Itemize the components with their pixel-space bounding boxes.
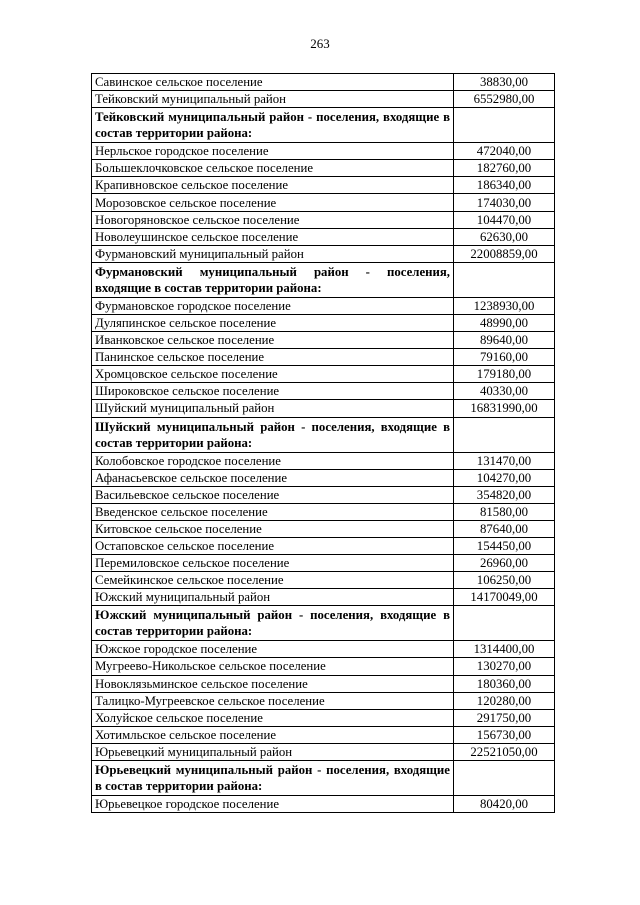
settlement-name-cell: Мугреево-Никольское сельское поселение: [92, 658, 454, 675]
table-row: [92, 486, 555, 503]
section-header-label: Юрьевецкий муниципальный район - поселения, входящие в состав территории района:: [92, 761, 454, 796]
table-row: [92, 555, 555, 572]
table-row: [92, 349, 555, 366]
table-row: [92, 675, 555, 692]
section-header-row: [92, 606, 555, 641]
settlement-name-cell: Талицко-Мугреевское сельское поселение: [92, 692, 454, 709]
amount-cell: 79160,00: [454, 349, 555, 366]
table-row: [92, 194, 555, 211]
settlement-name-cell: Фурмановское городское поселение: [92, 297, 454, 314]
settlement-name-cell: Южский муниципальный район: [92, 589, 454, 606]
settlement-name-cell: Крапивновское сельское поселение: [92, 177, 454, 194]
settlement-name-cell: Хромцовское сельское поселение: [92, 366, 454, 383]
amount-cell: 40330,00: [454, 383, 555, 400]
section-header-row: [92, 262, 555, 297]
amount-cell: 291750,00: [454, 709, 555, 726]
table-row: [92, 641, 555, 658]
amount-cell: 120280,00: [454, 692, 555, 709]
table-row: [92, 452, 555, 469]
amount-cell: 80420,00: [454, 796, 555, 813]
table-row: [92, 91, 555, 108]
allocation-table: [91, 73, 555, 813]
amount-cell: 48990,00: [454, 314, 555, 331]
table-row: [92, 537, 555, 554]
table-row: [92, 589, 555, 606]
amount-cell: 130270,00: [454, 658, 555, 675]
amount-cell: 131470,00: [454, 452, 555, 469]
settlement-name-cell: Панинское сельское поселение: [92, 349, 454, 366]
table-row: [92, 332, 555, 349]
amount-cell: 174030,00: [454, 194, 555, 211]
amount-cell: 154450,00: [454, 537, 555, 554]
amount-cell: 106250,00: [454, 572, 555, 589]
amount-cell: 1314400,00: [454, 641, 555, 658]
settlement-name-cell: Савинское сельское поселение: [92, 74, 454, 91]
amount-cell: 26960,00: [454, 555, 555, 572]
table-row: [92, 709, 555, 726]
settlement-name-cell: Иванковское сельское поселение: [92, 332, 454, 349]
amount-cell: 62630,00: [454, 228, 555, 245]
amount-cell: 81580,00: [454, 503, 555, 520]
amount-cell: 87640,00: [454, 520, 555, 537]
settlement-name-cell: Китовское сельское поселение: [92, 520, 454, 537]
amount-cell: [454, 417, 555, 452]
table-row: [92, 211, 555, 228]
settlement-name-cell: Тейковский муниципальный район: [92, 91, 454, 108]
section-header-row: [92, 108, 555, 143]
amount-cell: 186340,00: [454, 177, 555, 194]
settlement-name-cell: Фурмановский муниципальный район: [92, 245, 454, 262]
page-number: 263: [310, 36, 330, 51]
section-header-label: Шуйский муниципальный район - поселения, входящие в состав территории района:: [92, 417, 454, 452]
amount-cell: 89640,00: [454, 332, 555, 349]
amount-cell: 156730,00: [454, 726, 555, 743]
settlement-name-cell: Колобовское городское поселение: [92, 452, 454, 469]
amount-cell: [454, 606, 555, 641]
amount-cell: [454, 761, 555, 796]
section-header-row: [92, 417, 555, 452]
table-row: [92, 74, 555, 91]
table-row: [92, 314, 555, 331]
settlement-name-cell: Южское городское поселение: [92, 641, 454, 658]
amount-cell: 179180,00: [454, 366, 555, 383]
amount-cell: 180360,00: [454, 675, 555, 692]
table-row: [92, 796, 555, 813]
settlement-name-cell: Большеклочковское сельское поселение: [92, 160, 454, 177]
settlement-name-cell: Хотимльское сельское поселение: [92, 726, 454, 743]
amount-cell: 1238930,00: [454, 297, 555, 314]
settlement-name-cell: Новоклязьминское сельское поселение: [92, 675, 454, 692]
amount-cell: 6552980,00: [454, 91, 555, 108]
amount-cell: 104470,00: [454, 211, 555, 228]
table-body: [92, 74, 555, 813]
settlement-name-cell: Морозовское сельское поселение: [92, 194, 454, 211]
amount-cell: 16831990,00: [454, 400, 555, 417]
table-row: [92, 572, 555, 589]
section-header-row: [92, 761, 555, 796]
table-row: [92, 726, 555, 743]
settlement-name-cell: Афанасьевское сельское поселение: [92, 469, 454, 486]
settlement-name-cell: Широковское сельское поселение: [92, 383, 454, 400]
table-row: [92, 160, 555, 177]
table-row: [92, 503, 555, 520]
settlement-name-cell: Холуйское сельское поселение: [92, 709, 454, 726]
settlement-name-cell: Васильевское сельское поселение: [92, 486, 454, 503]
settlement-name-cell: Остаповское сельское поселение: [92, 537, 454, 554]
section-header-label: Южский муниципальный район - поселения, входящие в состав территории района:: [92, 606, 454, 641]
amount-cell: 472040,00: [454, 143, 555, 160]
table-row: [92, 143, 555, 160]
table-row: [92, 400, 555, 417]
settlement-name-cell: Шуйский муниципальный район: [92, 400, 454, 417]
settlement-name-cell: Новогоряновское сельское поселение: [92, 211, 454, 228]
table-row: [92, 692, 555, 709]
table-row: [92, 520, 555, 537]
amount-cell: [454, 262, 555, 297]
amount-cell: 14170049,00: [454, 589, 555, 606]
table-row: [92, 228, 555, 245]
settlement-name-cell: Семейкинское сельское поселение: [92, 572, 454, 589]
table-row: [92, 245, 555, 262]
settlement-name-cell: Введенское сельское поселение: [92, 503, 454, 520]
settlement-name-cell: Юрьевецкое городское поселение: [92, 796, 454, 813]
settlement-name-cell: Перемиловское сельское поселение: [92, 555, 454, 572]
table-row: [92, 366, 555, 383]
table-row: [92, 743, 555, 760]
section-header-label: Фурмановский муниципальный район - поселения, входящие в состав территории района:: [92, 262, 454, 297]
table-row: [92, 383, 555, 400]
amount-cell: 182760,00: [454, 160, 555, 177]
amount-cell: 22008859,00: [454, 245, 555, 262]
amount-cell: [454, 108, 555, 143]
table-row: [92, 297, 555, 314]
table-row: [92, 469, 555, 486]
section-header-label: Тейковский муниципальный район - поселения, входящие в состав территории района:: [92, 108, 454, 143]
amount-cell: 354820,00: [454, 486, 555, 503]
amount-cell: 38830,00: [454, 74, 555, 91]
settlement-name-cell: Нерльское городское поселение: [92, 143, 454, 160]
amount-cell: 104270,00: [454, 469, 555, 486]
settlement-name-cell: Новолеушинское сельское поселение: [92, 228, 454, 245]
settlement-name-cell: Дуляпинское сельское поселение: [92, 314, 454, 331]
settlement-name-cell: Юрьевецкий муниципальный район: [92, 743, 454, 760]
table-row: [92, 658, 555, 675]
table-row: [92, 177, 555, 194]
amount-cell: 22521050,00: [454, 743, 555, 760]
